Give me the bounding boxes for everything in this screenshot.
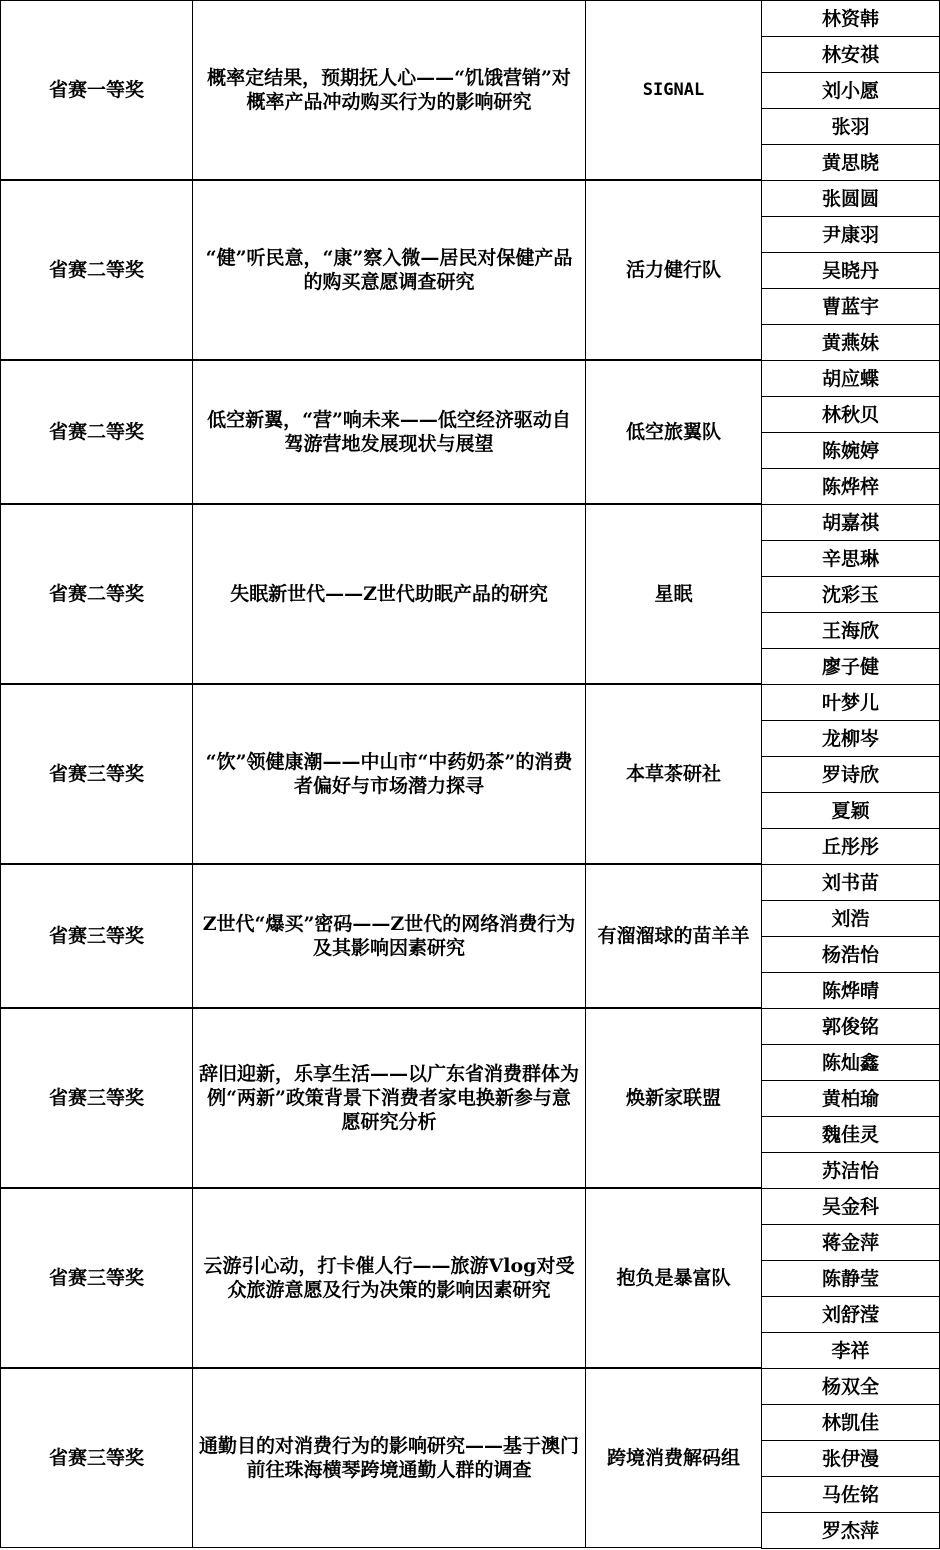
award-level-cell-text: 省赛三等奖: [48, 1087, 144, 1109]
member-name: 陈烨梓: [761, 468, 940, 505]
team-name-cell: [585, 1368, 762, 1548]
award-level-cell: [0, 0, 193, 180]
member-name: 黄思晓: [761, 144, 940, 181]
award-level-cell-text: 省赛三等奖: [48, 1267, 144, 1289]
member-name: 陈灿鑫: [761, 1044, 940, 1081]
member-name: 陈烨晴: [761, 972, 940, 1009]
award-level-cell: [0, 864, 193, 1008]
award-level-cell-text: 省赛三等奖: [48, 925, 144, 947]
members-cell: [761, 180, 940, 360]
members-cell: [761, 360, 940, 504]
member-name: 林安祺: [761, 36, 940, 73]
team-name-cell-text: 跨境消费解码组: [606, 1447, 740, 1469]
project-title-cell: [192, 360, 586, 504]
member-name: 林资韩: [761, 0, 940, 37]
member-name: 罗诗欣: [761, 756, 940, 793]
project-title-cell-text: 辞旧迎新，乐享生活——以广东省消费群体为例“两新”政策背景下消费者家电换新参与意愿研究分析: [199, 1063, 580, 1133]
team-name-cell-text: 低空旅翼队: [625, 421, 721, 443]
member-name: 张伊漫: [761, 1440, 940, 1477]
member-name: 张羽: [761, 108, 940, 145]
member-name: 刘小愿: [761, 72, 940, 109]
member-name: 夏颖: [761, 792, 940, 829]
team-name-cell-text: 有溜溜球的苗羊羊: [597, 925, 750, 947]
award-row: [0, 180, 940, 360]
member-name: 胡嘉祺: [761, 504, 940, 541]
project-title-cell-text: 概率定结果，预期抚人心——“饥饿营销”对概率产品冲动购买行为的影响研究: [207, 67, 571, 113]
team-name-cell-text: 焕新家联盟: [625, 1087, 721, 1109]
member-name: 蒋金萍: [761, 1224, 940, 1261]
project-title-cell: [192, 180, 586, 360]
member-name: 罗杰萍: [761, 1512, 940, 1549]
member-name: 吴金科: [761, 1188, 940, 1225]
award-level-cell: [0, 1008, 193, 1188]
award-level-cell-text: 省赛一等奖: [48, 79, 144, 101]
award-level-cell: [0, 1188, 193, 1368]
members-cell: [761, 864, 940, 1008]
project-title-cell-text: 云游引心动，打卡催人行——旅游Vlog对受众旅游意愿及行为决策的影响因素研究: [203, 1255, 575, 1301]
award-level-cell: [0, 684, 193, 864]
member-name: 黄柏瑜: [761, 1080, 940, 1117]
team-name-cell: [585, 684, 762, 864]
member-name: 张圆圆: [761, 180, 940, 217]
team-name-cell-text: 活力健行队: [625, 259, 721, 281]
team-name-cell-text: 抱负是暴富队: [616, 1267, 731, 1289]
award-level-cell-text: 省赛二等奖: [48, 583, 144, 605]
member-name: 龙柳岑: [761, 720, 940, 757]
member-name: 叶梦儿: [761, 684, 940, 721]
award-row: [0, 1188, 940, 1368]
award-level-cell: [0, 1368, 193, 1548]
project-title-cell-text: 通勤目的对消费行为的影响研究——基于澳门前往珠海横琴跨境通勤人群的调查: [199, 1435, 580, 1481]
member-name: 廖子健: [761, 648, 940, 685]
member-name: 黄燕妹: [761, 324, 940, 361]
member-name: 丘彤彤: [761, 828, 940, 865]
project-title-cell-text: 失眠新世代——Z世代助眠产品的研究: [230, 583, 548, 605]
members-cell: [761, 0, 940, 180]
team-name-cell-text: 本草茶研社: [625, 763, 721, 785]
member-name: 郭俊铭: [761, 1008, 940, 1045]
member-name: 尹康羽: [761, 216, 940, 253]
member-name: 杨浩怡: [761, 936, 940, 973]
team-name-cell-text: SIGNAL: [642, 80, 705, 100]
award-row: [0, 0, 940, 180]
member-name: 陈静莹: [761, 1260, 940, 1297]
team-name-cell: [585, 360, 762, 504]
member-name: 杨双全: [761, 1368, 940, 1405]
member-name: 刘浩: [761, 900, 940, 937]
award-level-cell: [0, 180, 193, 360]
members-cell: [761, 504, 940, 684]
project-title-cell: [192, 0, 586, 180]
award-row: [0, 684, 940, 864]
award-level-cell-text: 省赛三等奖: [48, 763, 144, 785]
member-name: 胡应蝶: [761, 360, 940, 397]
member-name: 苏洁怡: [761, 1152, 940, 1189]
project-title-cell: [192, 684, 586, 864]
award-row: [0, 1008, 940, 1188]
award-row: [0, 360, 940, 504]
project-title-cell: [192, 1008, 586, 1188]
project-title-cell: [192, 1188, 586, 1368]
project-title-cell: [192, 1368, 586, 1548]
member-name: 王海欣: [761, 612, 940, 649]
award-level-cell-text: 省赛二等奖: [48, 421, 144, 443]
member-name: 林秋贝: [761, 396, 940, 433]
project-title-cell-text: 低空新翼，“营”响未来——低空经济驱动自驾游营地发展现状与展望: [207, 409, 571, 455]
member-name: 吴晓丹: [761, 252, 940, 289]
member-name: 曹蓝宇: [761, 288, 940, 325]
members-cell: [761, 1188, 940, 1368]
award-level-cell: [0, 360, 193, 504]
team-name-cell: [585, 864, 762, 1008]
members-cell: [761, 1368, 940, 1548]
team-name-cell: [585, 0, 762, 180]
team-name-cell: [585, 1008, 762, 1188]
team-name-cell-text: 星眠: [654, 583, 693, 605]
member-name: 沈彩玉: [761, 576, 940, 613]
member-name: 马佐铭: [761, 1476, 940, 1513]
award-level-cell-text: 省赛二等奖: [48, 259, 144, 281]
award-level-cell: [0, 504, 193, 684]
members-cell: [761, 1008, 940, 1188]
project-title-cell-text: “饮”领健康潮——中山市“中药奶茶”的消费者偏好与市场潜力探寻: [205, 751, 573, 797]
member-name: 陈婉婷: [761, 432, 940, 469]
team-name-cell: [585, 1188, 762, 1368]
award-row: [0, 1368, 940, 1548]
member-name: 辛思琳: [761, 540, 940, 577]
project-title-cell-text: Z世代“爆买”密码——Z世代的网络消费行为及其影响因素研究: [202, 913, 576, 959]
members-cell: [761, 684, 940, 864]
member-name: 刘书苗: [761, 864, 940, 901]
award-row: [0, 864, 940, 1008]
member-name: 魏佳灵: [761, 1116, 940, 1153]
team-name-cell: [585, 180, 762, 360]
member-name: 刘舒滢: [761, 1296, 940, 1333]
award-row: [0, 504, 940, 684]
award-level-cell-text: 省赛三等奖: [48, 1447, 144, 1469]
project-title-cell: [192, 864, 586, 1008]
team-name-cell: [585, 504, 762, 684]
project-title-cell-text: “健”听民意，“康”察入微—居民对保健产品的购买意愿调查研究: [205, 247, 573, 293]
project-title-cell: [192, 504, 586, 684]
member-name: 李祥: [761, 1332, 940, 1369]
member-name: 林凯佳: [761, 1404, 940, 1441]
